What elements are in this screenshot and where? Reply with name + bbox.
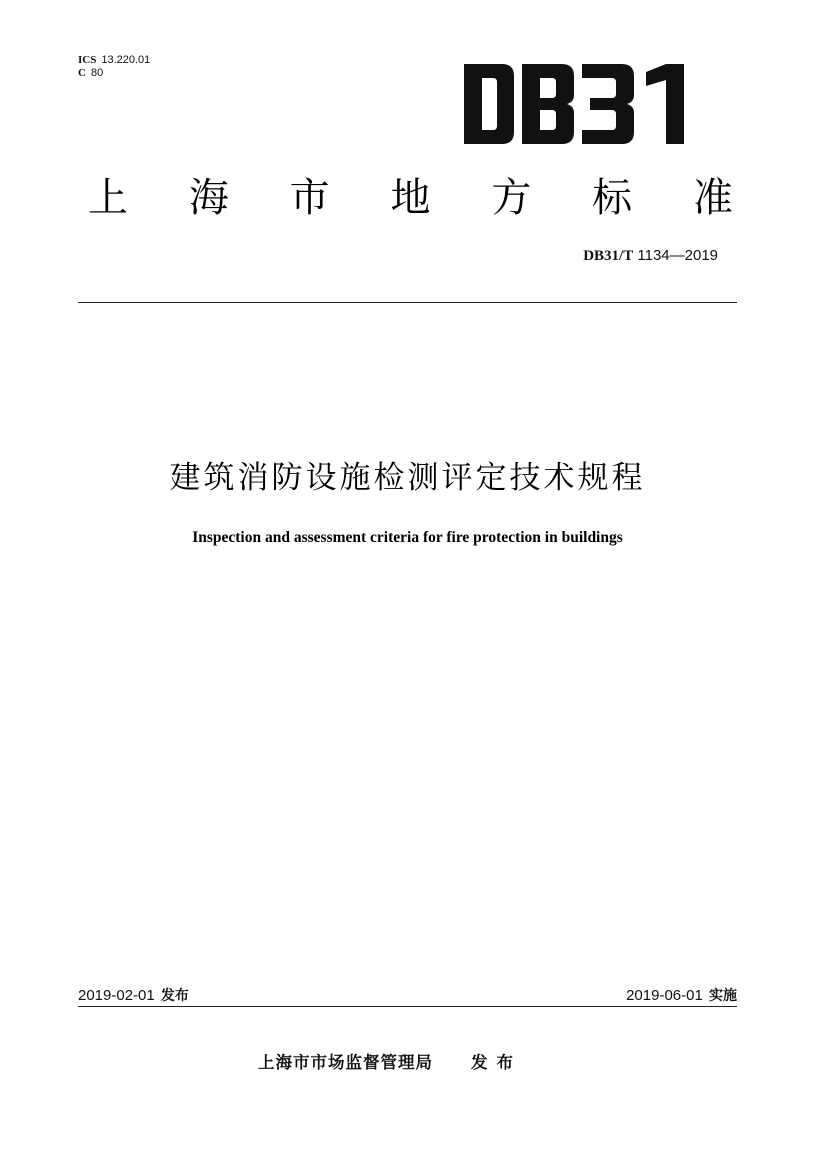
document-title-en: Inspection and assessment criteria for fire protection in buildings (192, 529, 623, 546)
standard-type-char: 上 (88, 174, 128, 221)
effective-label: 实施 (709, 988, 737, 1004)
header-divider (78, 302, 737, 303)
classification-block (78, 54, 150, 80)
effective-date-block (626, 985, 737, 1005)
standard-type-char: 地 (390, 174, 431, 221)
ccs-label: C (78, 67, 86, 79)
document-title-cn: 建筑消防设施检测评定技术规程 (169, 460, 646, 496)
standard-code (583, 247, 718, 265)
standard-type-char: 标 (592, 174, 633, 221)
standard-type-char: 方 (491, 174, 532, 221)
standard-type-heading (88, 166, 733, 222)
issuer-name: 上海市市场监督管理局 (258, 1053, 433, 1072)
ccs-code: 80 (90, 67, 104, 79)
ics-code: 13.220.01 (101, 54, 151, 66)
ics-label: ICS (78, 54, 97, 66)
publish-label: 发布 (160, 988, 189, 1004)
publish-date: 2019-02-01 (78, 987, 155, 1004)
effective-date: 2019-06-01 (626, 987, 703, 1004)
ics-row (78, 54, 150, 67)
publish-date-block (78, 985, 189, 1005)
ccs-row (78, 67, 150, 80)
issuer-action: 发布 (471, 1053, 522, 1072)
footer-divider (78, 1006, 737, 1007)
standard-code-prefix: DB31/T (583, 248, 634, 264)
standard-type-char: 市 (289, 174, 330, 221)
db31-logo (462, 62, 692, 146)
standard-type-char: 海 (188, 174, 229, 221)
standard-code-number: 1134—2019 (637, 247, 718, 264)
issuer-line (258, 1049, 522, 1073)
standard-type-char: 准 (692, 174, 733, 221)
